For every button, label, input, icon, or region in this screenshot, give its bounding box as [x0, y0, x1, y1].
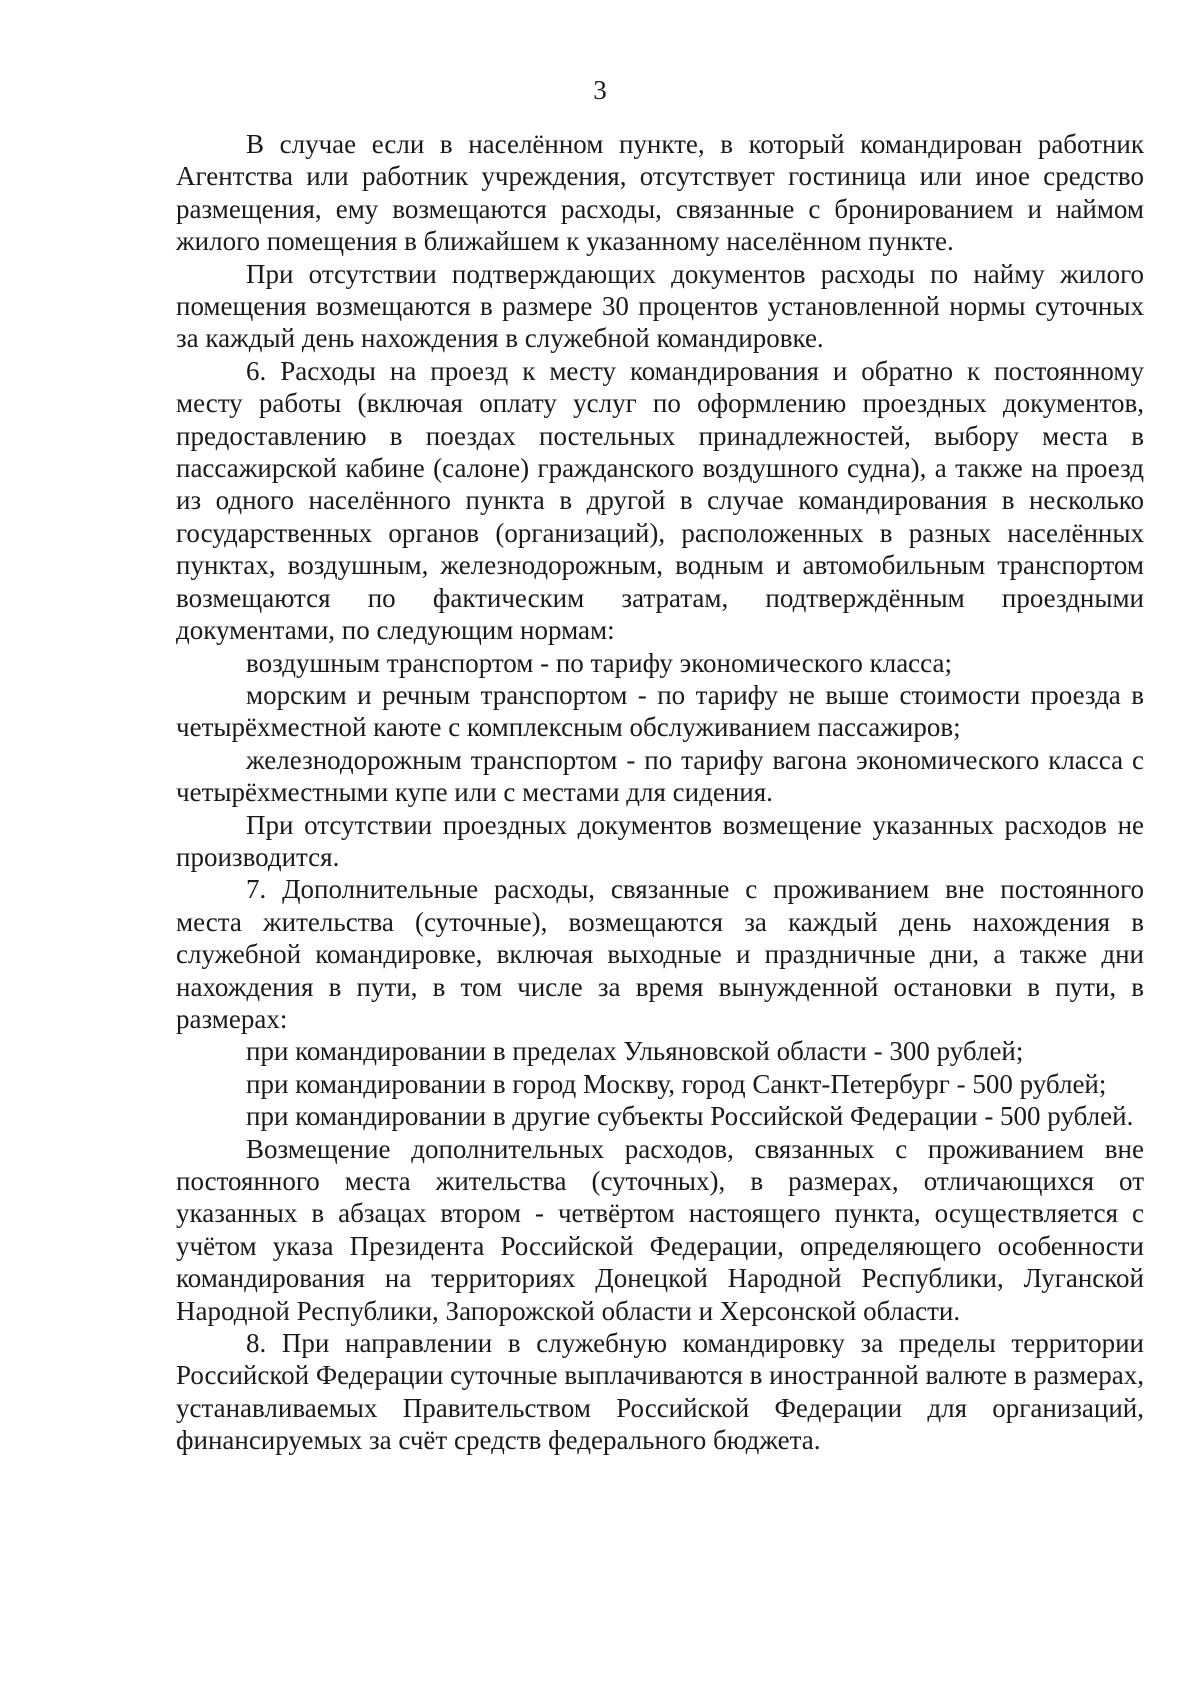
paragraph-per-diem-special-territories: Возмещение дополнительных расходов, связанных с проживанием вне постоянного места жительства (суточных), в размерах, отличающихся от указанных в абзацах втором - четвёртом настоящего пункта, осуществляется с учётом указа Президента Российской Федерации, определяющего особенности командирования на территориях Донецкой Народной Республики, Луганской Народной Республики, Запорожской области и Херсонской области. — [176, 1133, 1144, 1326]
paragraph-rail-transport: железнодорожным транспортом - по тарифу вагона экономического класса с четырёхместными купе или с местами для сидения. — [176, 744, 1144, 808]
paragraph-no-documents-lodging: При отсутствии подтверждающих документов расходы по найму жилого помещения возмещаются в размере 30 процентов установленной нормы суточных за каждый день нахождения в служебной командировке. — [176, 258, 1144, 354]
paragraph-hotel-absence: В случае если в населённом пункте, в который командирован работник Агентства или работник учреждения, отсутствует гостиница или иное средство размещения, ему возмещаются расходы, связанные с бронированием и наймом жилого помещения в ближайшем к указанному населённом пункте. — [176, 129, 1144, 257]
page-number: 3 — [593, 75, 607, 105]
paragraph-air-transport: воздушным транспортом - по тарифу экономического класса; — [246, 647, 952, 678]
paragraph-per-diem-ulyanovsk: при командировании в пределах Ульяновской области - 300 рублей; — [246, 1036, 1024, 1067]
paragraph-item-6-travel-expenses: 6. Расходы на проезд к месту командирования и обратно к постоянному месту работы (включая оплату услуг по оформлению проездных документов, предоставлению в поездах постельных принадлежностей, выбору места в пассажирской кабине (салоне) гражданского воздушного судна), а также на проезд из одного населённого пункта в другой в случае командирования в несколько государственных органов (организаций), расположенных в разных населённых пунктах, воздушным, железнодорожным, водным и автомобильным транспортом возмещаются по фактическим затратам, подтверждённым проездными документами, по следующим нормам: — [176, 355, 1144, 646]
document-body — [176, 128, 1144, 1457]
paragraph-per-diem-other-regions: при командировании в другие субъекты Российской Федерации - 500 рублей. — [246, 1101, 1134, 1132]
paragraph-no-travel-documents: При отсутствии проездных документов возмещение указанных расходов не производится. — [176, 809, 1144, 872]
paragraph-item-7-per-diem: 7. Дополнительные расходы, связанные с проживанием вне постоянного места жительства (суточные), возмещаются за каждый день нахождения в служебной командировке, включая выходные и праздничные дни, а также дни нахождения в пути, в том числе за время вынужденной остановки в пути, в размерах: — [176, 874, 1144, 1034]
paragraph-sea-river-transport: морским и речным транспортом - по тарифу не выше стоимости проезда в четырёхместной каюте с комплексным обслуживанием пассажиров; — [176, 679, 1144, 743]
paragraph-item-8-foreign-trips: 8. При направлении в служебную командировку за пределы территории Российской Федерации суточные выплачиваются в иностранной валюте в размерах, устанавливаемых Правительством Российской Федерации для организаций, финансируемых за счёт средств федерального бюджета. — [176, 1328, 1144, 1456]
paragraph-per-diem-moscow-spb: при командировании в город Москву, город Санкт-Петербург - 500 рублей; — [246, 1068, 1107, 1099]
